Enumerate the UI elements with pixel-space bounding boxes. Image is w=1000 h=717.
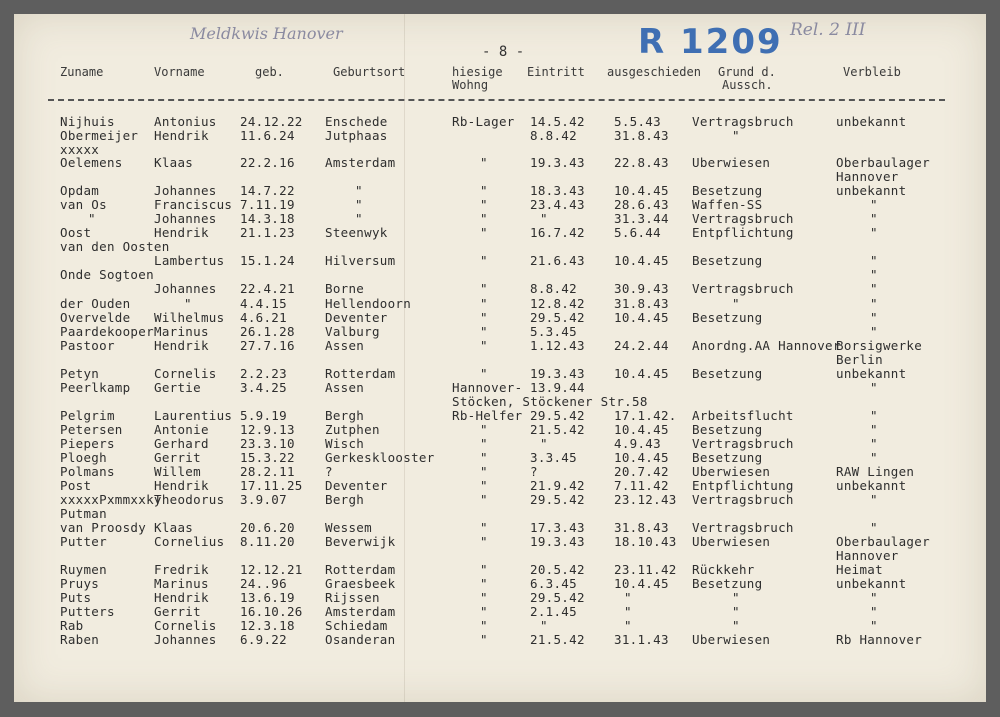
- cell-zuname: Peerlkamp: [60, 380, 131, 395]
- cell-eintritt: 18.3.43: [530, 183, 585, 198]
- cell-wohnung: ": [480, 436, 488, 451]
- cell-verbleib: Berlin: [836, 352, 883, 367]
- cell-verbleib: ": [870, 296, 878, 311]
- cell-ausgeschieden: 31.8.43: [614, 296, 669, 311]
- cell-grund: Besetzung: [692, 183, 763, 198]
- cell-geb: 12.9.13: [240, 422, 295, 437]
- cell-ausgeschieden: 23.12.43: [614, 492, 677, 507]
- cell-geburtsort: ?: [325, 464, 333, 479]
- cell-verbleib: ": [870, 422, 878, 437]
- cell-geb: 24.12.22: [240, 114, 303, 129]
- cell-vorname: Hendrik: [154, 225, 209, 240]
- cell-grund: Vertragsbruch: [692, 520, 794, 535]
- cell-verbleib: ": [870, 211, 878, 226]
- cell-ausgeschieden: 20.7.42: [614, 464, 669, 479]
- cell-grund: Vertragsbruch: [692, 211, 794, 226]
- cell-geb: 27.7.16: [240, 338, 295, 353]
- cell-zuname: Ruymen: [60, 562, 107, 577]
- cell-geb: 4.6.21: [240, 310, 287, 325]
- cell-verbleib: Hannover: [836, 169, 899, 184]
- cell-zuname: Putter: [60, 534, 107, 549]
- cell-eintritt: 1.12.43: [530, 338, 585, 353]
- cell-vorname: Hendrik: [154, 338, 209, 353]
- cell-grund: Rückkehr: [692, 562, 755, 577]
- cell-eintritt: 8.8.42: [530, 281, 577, 296]
- cell-eintritt: 29.5.42: [530, 590, 585, 605]
- cell-geburtsort: Borne: [325, 281, 365, 296]
- cell-wohnung: ": [480, 225, 488, 240]
- cell-vorname: ": [184, 296, 192, 311]
- cell-zuname: van den Oosten: [60, 239, 170, 254]
- cell-zuname: Opdam: [60, 183, 100, 198]
- cell-ausgeschieden: 7.11.42: [614, 478, 669, 493]
- header-ausscheidung: Aussch.: [722, 78, 773, 92]
- cell-wohnung: ": [480, 618, 488, 633]
- cell-geburtsort: Amsterdam: [325, 604, 396, 619]
- cell-vorname: Lambertus: [154, 253, 225, 268]
- cell-verbleib: unbekannt: [836, 183, 907, 198]
- cell-eintritt: 29.5.42: [530, 408, 585, 423]
- cell-zuname: Onde Sogtoen: [60, 267, 154, 282]
- cell-geb: 5.9.19: [240, 408, 287, 423]
- cell-geb: 12.3.18: [240, 618, 295, 633]
- cell-vorname: Theodorus: [154, 492, 225, 507]
- cell-zuname: Petyn: [60, 366, 100, 381]
- cell-ausgeschieden: 5.6.44: [614, 225, 661, 240]
- cell-ausgeschieden: ": [624, 604, 632, 619]
- cell-verbleib: unbekannt: [836, 478, 907, 493]
- cell-wohnung: ": [480, 366, 488, 381]
- cell-geburtsort: Zutphen: [325, 422, 380, 437]
- cell-eintritt: ": [540, 618, 548, 633]
- cell-geburtsort: Jutphaas: [325, 128, 388, 143]
- cell-zuname: der Ouden: [60, 296, 131, 311]
- cell-ausgeschieden: 4.9.43: [614, 436, 661, 451]
- cell-zuname: van Proosdy: [60, 520, 147, 535]
- cell-eintritt: 2.1.45: [530, 604, 577, 619]
- cell-verbleib: ": [870, 618, 878, 633]
- cell-verbleib: ": [870, 450, 878, 465]
- cell-geb: 11.6.24: [240, 128, 295, 143]
- cell-geburtsort: Graesbeek: [325, 576, 396, 591]
- cell-geburtsort: Wisch: [325, 436, 365, 451]
- cell-eintritt: 21.6.43: [530, 253, 585, 268]
- cell-geb: 14.3.18: [240, 211, 295, 226]
- cell-geburtsort: Rijssen: [325, 590, 380, 605]
- cell-wohnung: ": [480, 450, 488, 465]
- cell-grund: Vertragsbruch: [692, 436, 794, 451]
- cell-geburtsort: Assen: [325, 380, 365, 395]
- cell-wohnung: Rb-Lager: [452, 114, 515, 129]
- cell-vorname: Marinus: [154, 324, 209, 339]
- cell-vorname: Gertie: [154, 380, 201, 395]
- cell-eintritt: 8.8.42: [530, 128, 577, 143]
- cell-eintritt: 5.3.45: [530, 324, 577, 339]
- header-geb: geb.: [255, 65, 284, 79]
- cell-geburtsort: Osanderan: [325, 632, 396, 647]
- header-ausgeschieden: ausgeschieden: [607, 65, 701, 79]
- cell-geburtsort: Beverwijk: [325, 534, 396, 549]
- cell-grund: ": [732, 590, 740, 605]
- cell-verbleib: ": [870, 197, 878, 212]
- cell-eintritt: 21.9.42: [530, 478, 585, 493]
- cell-zuname: Obermeijer: [60, 128, 139, 143]
- header-wohnung: Wohng: [452, 78, 489, 92]
- cell-geburtsort: ": [355, 197, 363, 212]
- cell-geb: 3.4.25: [240, 380, 287, 395]
- cell-eintritt: 16.7.42: [530, 225, 585, 240]
- cell-grund: Vertragsbruch: [692, 492, 794, 507]
- cell-eintritt: ": [540, 436, 548, 451]
- cell-wohnung: ": [480, 492, 488, 507]
- header-eintritt: Eintritt: [527, 65, 585, 79]
- cell-vorname: Hendrik: [154, 590, 209, 605]
- cell-eintritt: 17.3.43: [530, 520, 585, 535]
- cell-verbleib: ": [870, 253, 878, 268]
- cell-geburtsort: Enschede: [325, 114, 388, 129]
- cell-geburtsort: Hellendoorn: [325, 296, 412, 311]
- cell-eintritt: 20.5.42: [530, 562, 585, 577]
- cell-vorname: Gerrit: [154, 604, 201, 619]
- cell-grund: Besetzung: [692, 422, 763, 437]
- cell-eintritt: 3.3.45: [530, 450, 577, 465]
- cell-ausgeschieden: 22.8.43: [614, 155, 669, 170]
- cell-verbleib: ": [870, 310, 878, 325]
- cell-eintritt: 13.9.44: [530, 380, 585, 395]
- cell-vorname: Klaas: [154, 155, 194, 170]
- cell-geburtsort: Gerkesklooster: [325, 450, 435, 465]
- header-rule: [48, 99, 945, 101]
- cell-wohnung: ": [480, 520, 488, 535]
- cell-zuname: xxxxx: [60, 142, 100, 157]
- cell-zuname: Nijhuis: [60, 114, 115, 129]
- cell-zuname: Post: [60, 478, 92, 493]
- cell-ausgeschieden: ": [624, 590, 632, 605]
- cell-zuname: Piepers: [60, 436, 115, 451]
- cell-geb: 14.7.22: [240, 183, 295, 198]
- cell-wohnung: ": [480, 604, 488, 619]
- cell-wohnung: ": [480, 464, 488, 479]
- cell-eintritt: 19.3.43: [530, 366, 585, 381]
- cell-verbleib: ": [870, 380, 878, 395]
- cell-verbleib: ": [870, 436, 878, 451]
- cell-vorname: Johannes: [154, 281, 217, 296]
- cell-vorname: Fredrik: [154, 562, 209, 577]
- cell-vorname: Willem: [154, 464, 201, 479]
- cell-zuname: Raben: [60, 632, 100, 647]
- cell-geb: 15.1.24: [240, 253, 295, 268]
- cell-wohnung: ": [480, 197, 488, 212]
- archive-number: R 1209: [638, 22, 783, 62]
- cell-verbleib: RAW Lingen: [836, 464, 915, 479]
- cell-eintritt: ?: [530, 464, 538, 479]
- cell-ausgeschieden: 5.5.43: [614, 114, 661, 129]
- cell-zuname: xxxxxPxmmxxky: [60, 492, 162, 507]
- cell-geburtsort: Deventer: [325, 478, 388, 493]
- cell-ausgeschieden: 18.10.43: [614, 534, 677, 549]
- cell-verbleib: ": [870, 324, 878, 339]
- cell-ausgeschieden: 10.4.45: [614, 576, 669, 591]
- cell-verbleib: Hannover: [836, 548, 899, 563]
- cell-ausgeschieden: 10.4.45: [614, 366, 669, 381]
- cell-ausgeschieden: 31.1.43: [614, 632, 669, 647]
- header-zuname: Zuname: [60, 65, 104, 79]
- cell-geburtsort: Amsterdam: [325, 155, 396, 170]
- cell-verbleib: ": [870, 520, 878, 535]
- cell-zuname: Putman: [60, 506, 107, 521]
- cell-zuname: Pruys: [60, 576, 100, 591]
- cell-ausgeschieden: 28.6.43: [614, 197, 669, 212]
- cell-vorname: Antonie: [154, 422, 209, 437]
- cell-zuname: van Os: [60, 197, 107, 212]
- header-vorname: Vorname: [154, 65, 205, 79]
- cell-grund: Anordng.AA Hannover: [692, 338, 841, 353]
- cell-verbleib: ": [870, 225, 878, 240]
- cell-ausgeschieden: 10.4.45: [614, 310, 669, 325]
- cell-geburtsort: Wessem: [325, 520, 372, 535]
- cell-grund: Besetzung: [692, 366, 763, 381]
- cell-geburtsort: Hilversum: [325, 253, 396, 268]
- cell-wohnung: ": [480, 155, 488, 170]
- header-geburtsort: Geburtsort: [333, 65, 406, 79]
- cell-geb: 23.3.10: [240, 436, 295, 451]
- header-grund: Grund d.: [718, 65, 776, 79]
- cell-verbleib: Oberbaulager: [836, 155, 930, 170]
- cell-verbleib: ": [870, 604, 878, 619]
- cell-wohnung: ": [480, 211, 488, 226]
- cell-wohnung: ": [480, 183, 488, 198]
- cell-geburtsort: Deventer: [325, 310, 388, 325]
- cell-grund: ": [732, 296, 740, 311]
- cell-eintritt: 12.8.42: [530, 296, 585, 311]
- cell-grund: Besetzung: [692, 576, 763, 591]
- cell-wohnung: ": [480, 338, 488, 353]
- cell-eintritt: 6.3.45: [530, 576, 577, 591]
- cell-wohnung: ": [480, 324, 488, 339]
- cell-zuname: Oelemens: [60, 155, 123, 170]
- cell-verbleib: ": [870, 492, 878, 507]
- cell-verbleib: ": [870, 281, 878, 296]
- cell-wohnung: Stöcken, Stöckener Str.58: [452, 394, 648, 409]
- cell-vorname: Franciscus: [154, 197, 233, 212]
- cell-grund: ": [732, 604, 740, 619]
- cell-verbleib: ": [870, 267, 878, 282]
- cell-grund: Besetzung: [692, 450, 763, 465]
- cell-geb: 22.4.21: [240, 281, 295, 296]
- cell-zuname: Polmans: [60, 464, 115, 479]
- cell-wohnung: ": [480, 590, 488, 605]
- cell-geburtsort: Steenwyk: [325, 225, 388, 240]
- page-number: - 8 -: [482, 44, 525, 60]
- cell-verbleib: Rb Hannover: [836, 632, 923, 647]
- cell-geburtsort: Rotterdam: [325, 562, 396, 577]
- cell-ausgeschieden: 30.9.43: [614, 281, 669, 296]
- cell-geburtsort: Valburg: [325, 324, 380, 339]
- handwritten-note-right: Rel. 2 III: [790, 20, 866, 40]
- cell-vorname: Hendrik: [154, 128, 209, 143]
- cell-vorname: Gerhard: [154, 436, 209, 451]
- cell-ausgeschieden: 10.4.45: [614, 183, 669, 198]
- header-hiesige: hiesige: [452, 65, 503, 79]
- cell-eintritt: 19.3.43: [530, 534, 585, 549]
- cell-geb: 2.2.23: [240, 366, 287, 381]
- cell-zuname: Pastoor: [60, 338, 115, 353]
- cell-geburtsort: Bergh: [325, 492, 365, 507]
- cell-geb: 7.11.19: [240, 197, 295, 212]
- cell-geb: 26.1.28: [240, 324, 295, 339]
- cell-verbleib: unbekannt: [836, 576, 907, 591]
- cell-wohnung: ": [480, 534, 488, 549]
- cell-grund: ": [732, 618, 740, 633]
- cell-vorname: Marinus: [154, 576, 209, 591]
- cell-verbleib: Heimat: [836, 562, 883, 577]
- cell-zuname: Petersen: [60, 422, 123, 437]
- cell-zuname: Pelgrim: [60, 408, 115, 423]
- cell-zuname: Ploegh: [60, 450, 107, 465]
- cell-eintritt: 19.3.43: [530, 155, 585, 170]
- cell-wohnung: ": [480, 253, 488, 268]
- cell-geb: 22.2.16: [240, 155, 295, 170]
- cell-grund: Uberwiesen: [692, 464, 771, 479]
- cell-geb: 13.6.19: [240, 590, 295, 605]
- cell-zuname: Putters: [60, 604, 115, 619]
- cell-eintritt: 29.5.42: [530, 310, 585, 325]
- cell-zuname: Overvelde: [60, 310, 131, 325]
- handwritten-note-left: Meldkwis Hanover: [190, 24, 343, 43]
- cell-eintritt: 23.4.43: [530, 197, 585, 212]
- cell-grund: ": [732, 128, 740, 143]
- cell-geb: 16.10.26: [240, 604, 303, 619]
- cell-eintritt: 29.5.42: [530, 492, 585, 507]
- cell-wohnung: ": [480, 296, 488, 311]
- cell-verbleib: ": [870, 408, 878, 423]
- cell-grund: Entpflichtung: [692, 225, 794, 240]
- cell-zuname: Paardekooper: [60, 324, 154, 339]
- cell-vorname: Johannes: [154, 183, 217, 198]
- cell-grund: Uberwiesen: [692, 155, 771, 170]
- cell-wohnung: ": [480, 562, 488, 577]
- cell-vorname: Gerrit: [154, 450, 201, 465]
- cell-grund: Besetzung: [692, 310, 763, 325]
- cell-geb: 20.6.20: [240, 520, 295, 535]
- cell-verbleib: ": [870, 590, 878, 605]
- cell-wohnung: Rb-Helfer: [452, 408, 523, 423]
- cell-verbleib: Borsigwerke: [836, 338, 923, 353]
- cell-zuname: Oost: [60, 225, 92, 240]
- cell-ausgeschieden: 23.11.42: [614, 562, 677, 577]
- cell-geb: 3.9.07: [240, 492, 287, 507]
- cell-geburtsort: ": [355, 183, 363, 198]
- cell-geburtsort: Assen: [325, 338, 365, 353]
- cell-geburtsort: ": [355, 211, 363, 226]
- cell-geburtsort: Schiedam: [325, 618, 388, 633]
- cell-wohnung: Hannover-: [452, 380, 523, 395]
- cell-vorname: Johannes: [154, 211, 217, 226]
- cell-wohnung: ": [480, 576, 488, 591]
- cell-vorname: Hendrik: [154, 478, 209, 493]
- cell-ausgeschieden: 10.4.45: [614, 422, 669, 437]
- cell-geburtsort: Rotterdam: [325, 366, 396, 381]
- cell-geb: 17.11.25: [240, 478, 303, 493]
- cell-eintritt: ": [540, 211, 548, 226]
- cell-geb: 12.12.21: [240, 562, 303, 577]
- cell-vorname: Cornelis: [154, 618, 217, 633]
- cell-vorname: Cornelius: [154, 534, 225, 549]
- cell-wohnung: ": [480, 478, 488, 493]
- cell-vorname: Klaas: [154, 520, 194, 535]
- cell-zuname: Rab: [60, 618, 84, 633]
- header-verbleib: Verbleib: [843, 65, 901, 79]
- cell-verbleib: unbekannt: [836, 366, 907, 381]
- cell-verbleib: unbekannt: [836, 114, 907, 129]
- cell-eintritt: 21.5.42: [530, 422, 585, 437]
- cell-ausgeschieden: 10.4.45: [614, 450, 669, 465]
- cell-vorname: Wilhelmus: [154, 310, 225, 325]
- cell-ausgeschieden: 10.4.45: [614, 253, 669, 268]
- cell-ausgeschieden: 31.8.43: [614, 128, 669, 143]
- cell-geb: 15.3.22: [240, 450, 295, 465]
- cell-vorname: Johannes: [154, 632, 217, 647]
- cell-ausgeschieden: 17.1.42.: [614, 408, 677, 423]
- cell-eintritt: 21.5.42: [530, 632, 585, 647]
- cell-zuname: Puts: [60, 590, 92, 605]
- cell-verbleib: Oberbaulager: [836, 534, 930, 549]
- cell-geb: 8.11.20: [240, 534, 295, 549]
- cell-grund: Uberwiesen: [692, 632, 771, 647]
- cell-vorname: Cornelis: [154, 366, 217, 381]
- cell-ausgeschieden: 31.8.43: [614, 520, 669, 535]
- cell-geb: 4.4.15: [240, 296, 287, 311]
- cell-grund: Entpflichtung: [692, 478, 794, 493]
- cell-geb: 28.2.11: [240, 464, 295, 479]
- cell-grund: Vertragsbruch: [692, 281, 794, 296]
- cell-vorname: Antonius: [154, 114, 217, 129]
- cell-grund: Besetzung: [692, 253, 763, 268]
- cell-ausgeschieden: 24.2.44: [614, 338, 669, 353]
- cell-wohnung: ": [480, 422, 488, 437]
- cell-ausgeschieden: ": [624, 618, 632, 633]
- cell-grund: Vertragsbruch: [692, 114, 794, 129]
- cell-grund: Uberwiesen: [692, 534, 771, 549]
- cell-wohnung: ": [480, 281, 488, 296]
- cell-vorname: Laurentius: [154, 408, 233, 423]
- cell-geb: 21.1.23: [240, 225, 295, 240]
- cell-ausgeschieden: 31.3.44: [614, 211, 669, 226]
- cell-geb: 24..96: [240, 576, 287, 591]
- paper-fold-line: [404, 14, 405, 702]
- cell-wohnung: ": [480, 632, 488, 647]
- cell-eintritt: 14.5.42: [530, 114, 585, 129]
- cell-geb: 6.9.22: [240, 632, 287, 647]
- cell-grund: Waffen-SS: [692, 197, 763, 212]
- cell-wohnung: ": [480, 310, 488, 325]
- cell-geburtsort: Bergh: [325, 408, 365, 423]
- cell-grund: Arbeitsflucht: [692, 408, 794, 423]
- cell-zuname: ": [88, 211, 96, 226]
